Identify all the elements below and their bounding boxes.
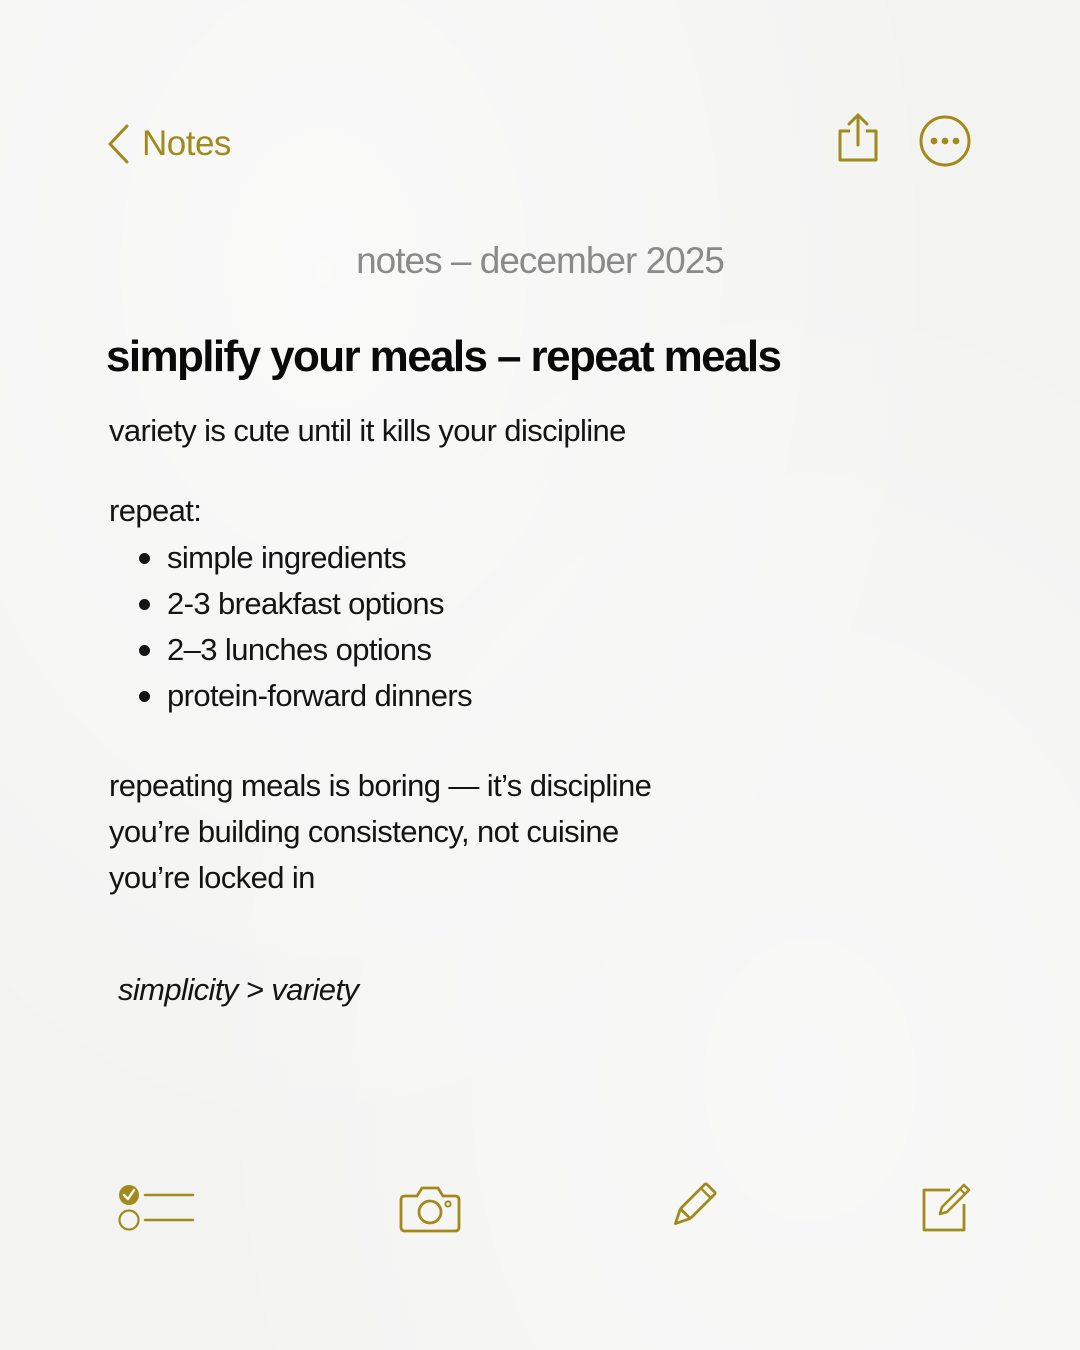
note-title: simplify your meals – repeat meals xyxy=(106,332,781,381)
note-subtitle: variety is cute until it kills your discipline xyxy=(109,413,626,448)
camera-button[interactable] xyxy=(399,1184,461,1234)
markup-pen-icon xyxy=(664,1182,718,1234)
bullet-dot xyxy=(139,553,150,564)
list-label: repeat: xyxy=(109,493,202,528)
camera-icon xyxy=(399,1184,461,1234)
bullet-list xyxy=(137,538,472,722)
markup-button[interactable] xyxy=(664,1182,718,1234)
chevron-left-icon xyxy=(106,123,130,165)
compose-button[interactable] xyxy=(920,1182,972,1234)
back-to-notes-button[interactable] xyxy=(106,118,231,170)
body-line: repeating meals is boring — it’s discipline xyxy=(109,768,652,803)
body-line: you’re locked in xyxy=(109,860,315,895)
list-item: protein-forward dinners xyxy=(137,676,472,722)
share-button[interactable] xyxy=(836,112,880,164)
closing-line: simplicity > variety xyxy=(118,972,359,1007)
compose-icon xyxy=(920,1182,972,1234)
ellipsis-circle-icon xyxy=(918,114,972,168)
back-label: Notes xyxy=(142,124,231,163)
share-icon xyxy=(836,112,880,164)
body-line: you’re building consistency, not cuisine xyxy=(109,814,619,849)
checklist-icon xyxy=(116,1183,196,1233)
more-options-button[interactable] xyxy=(918,114,972,168)
list-item: 2–3 lunches options xyxy=(137,630,472,676)
bullet-dot xyxy=(139,691,150,702)
checklist-button[interactable] xyxy=(116,1183,196,1233)
list-item: 2-3 breakfast options xyxy=(137,584,472,630)
note-date: notes – december 2025 xyxy=(356,240,724,281)
bullet-dot xyxy=(139,599,150,610)
list-item: simple ingredients xyxy=(137,538,472,584)
bullet-dot xyxy=(139,645,150,656)
